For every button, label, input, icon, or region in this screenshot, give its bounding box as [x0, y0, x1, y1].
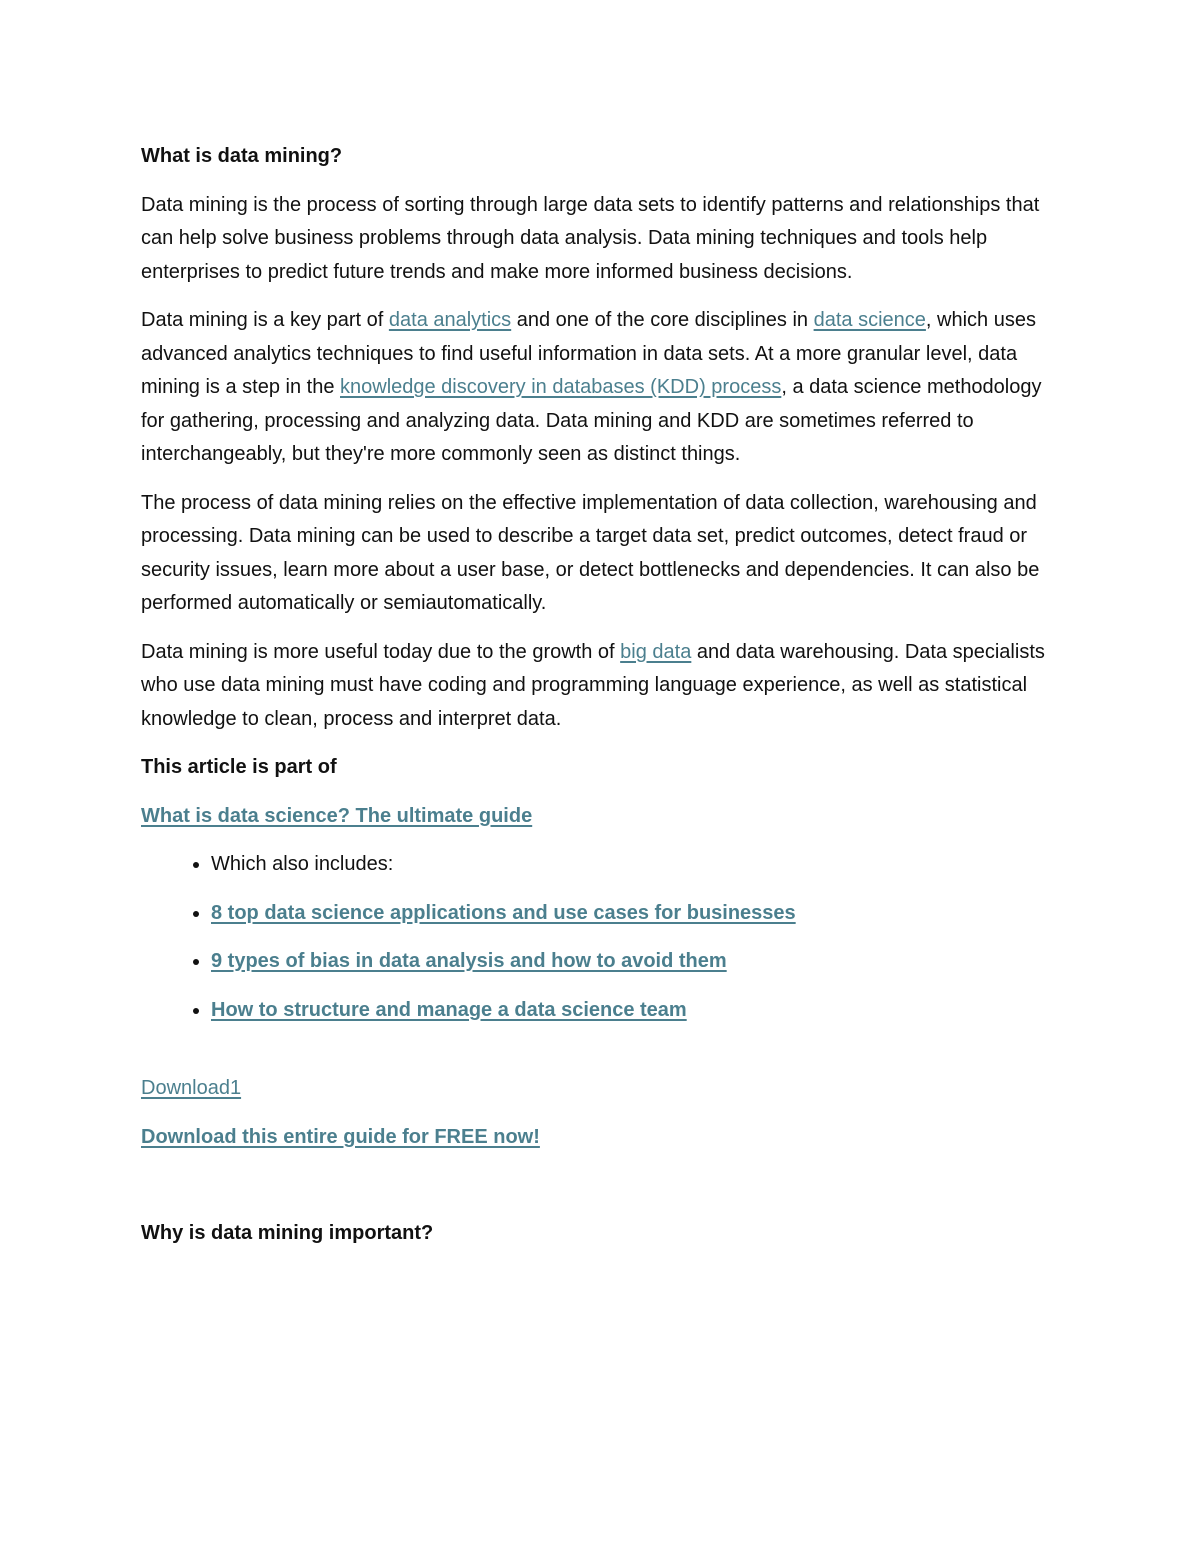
related-article-link[interactable]: 9 types of bias in data analysis and how to avoid them [211, 950, 727, 972]
download-paragraph [141, 1072, 1056, 1106]
paragraph-text: , a data science methodology for gathering, processing and analyzing data. Data mining and KDD are sometimes referred to interchangeably, but they're more commonly seen as distinct things. [141, 376, 1042, 465]
download-guide-link[interactable]: Download this entire guide for FREE now! [141, 1125, 540, 1148]
data-analytics-link[interactable]: data analytics [388, 309, 512, 331]
list-intro-text: Which also includes: [211, 853, 394, 875]
list-item [211, 945, 1056, 979]
paragraph-definition: Data mining is the process of sorting through large data sets to identify patterns and relationships that can help solve business problems through data analysis. Data mining techniques and tools help enterprises to predict future trends and make more informed business decisions. [141, 193, 1040, 283]
paragraph-big-data [141, 636, 1056, 737]
related-article-link[interactable]: How to structure and manage a data science team [211, 998, 687, 1021]
paragraph-process: The process of data mining relies on the effective implementation of data collection, warehousing and processing. Data mining can be used to describe a target data set, predict outcomes, detect fraud or security issues, learn more about a user base, or detect bottlenecks and dependencies. It can also be performed automatically or semiautomatically. [141, 491, 1040, 614]
paragraph-text: Data mining is a key part of [141, 309, 389, 331]
section-heading-what-is-data-mining: What is data mining? [141, 145, 343, 167]
section-heading-why-important: Why is data mining important? [141, 1222, 434, 1244]
spacer [141, 1169, 1056, 1217]
paragraph-text: , which uses advanced analytics techniques to find useful information in data sets. At a more granular level, data mining is a step in the [141, 309, 1036, 398]
part-of-label: This article is part of [141, 756, 337, 778]
paragraph-text: and one of the core disciplines in [511, 309, 814, 331]
related-articles-list [141, 848, 1056, 1027]
paragraph-text: and data warehousing. Data specialists who use data mining must have coding and programming language experience, as well as statistical knowledge to clean, process and interpret data. [141, 640, 1045, 730]
spacer [141, 1042, 1056, 1072]
download-link[interactable]: Download1 [141, 1077, 242, 1099]
related-article-link[interactable]: 8 top data science applications and use cases for businesses [211, 901, 796, 924]
list-item [211, 848, 1056, 882]
paragraph-key-part [141, 304, 1056, 472]
list-item [211, 897, 1056, 931]
kdd-process-link[interactable]: knowledge discovery in databases (KDD) process [340, 376, 782, 398]
data-science-link[interactable]: data science [813, 309, 926, 331]
list-item [211, 994, 1056, 1028]
document-page [141, 140, 1056, 1266]
download-guide-paragraph [141, 1121, 1056, 1155]
guide-link-paragraph [141, 800, 1056, 834]
big-data-link[interactable]: big data [620, 640, 692, 663]
paragraph-text: Data mining is more useful today due to the growth of [141, 640, 621, 663]
ultimate-guide-link[interactable]: What is data science? The ultimate guide [141, 804, 533, 827]
